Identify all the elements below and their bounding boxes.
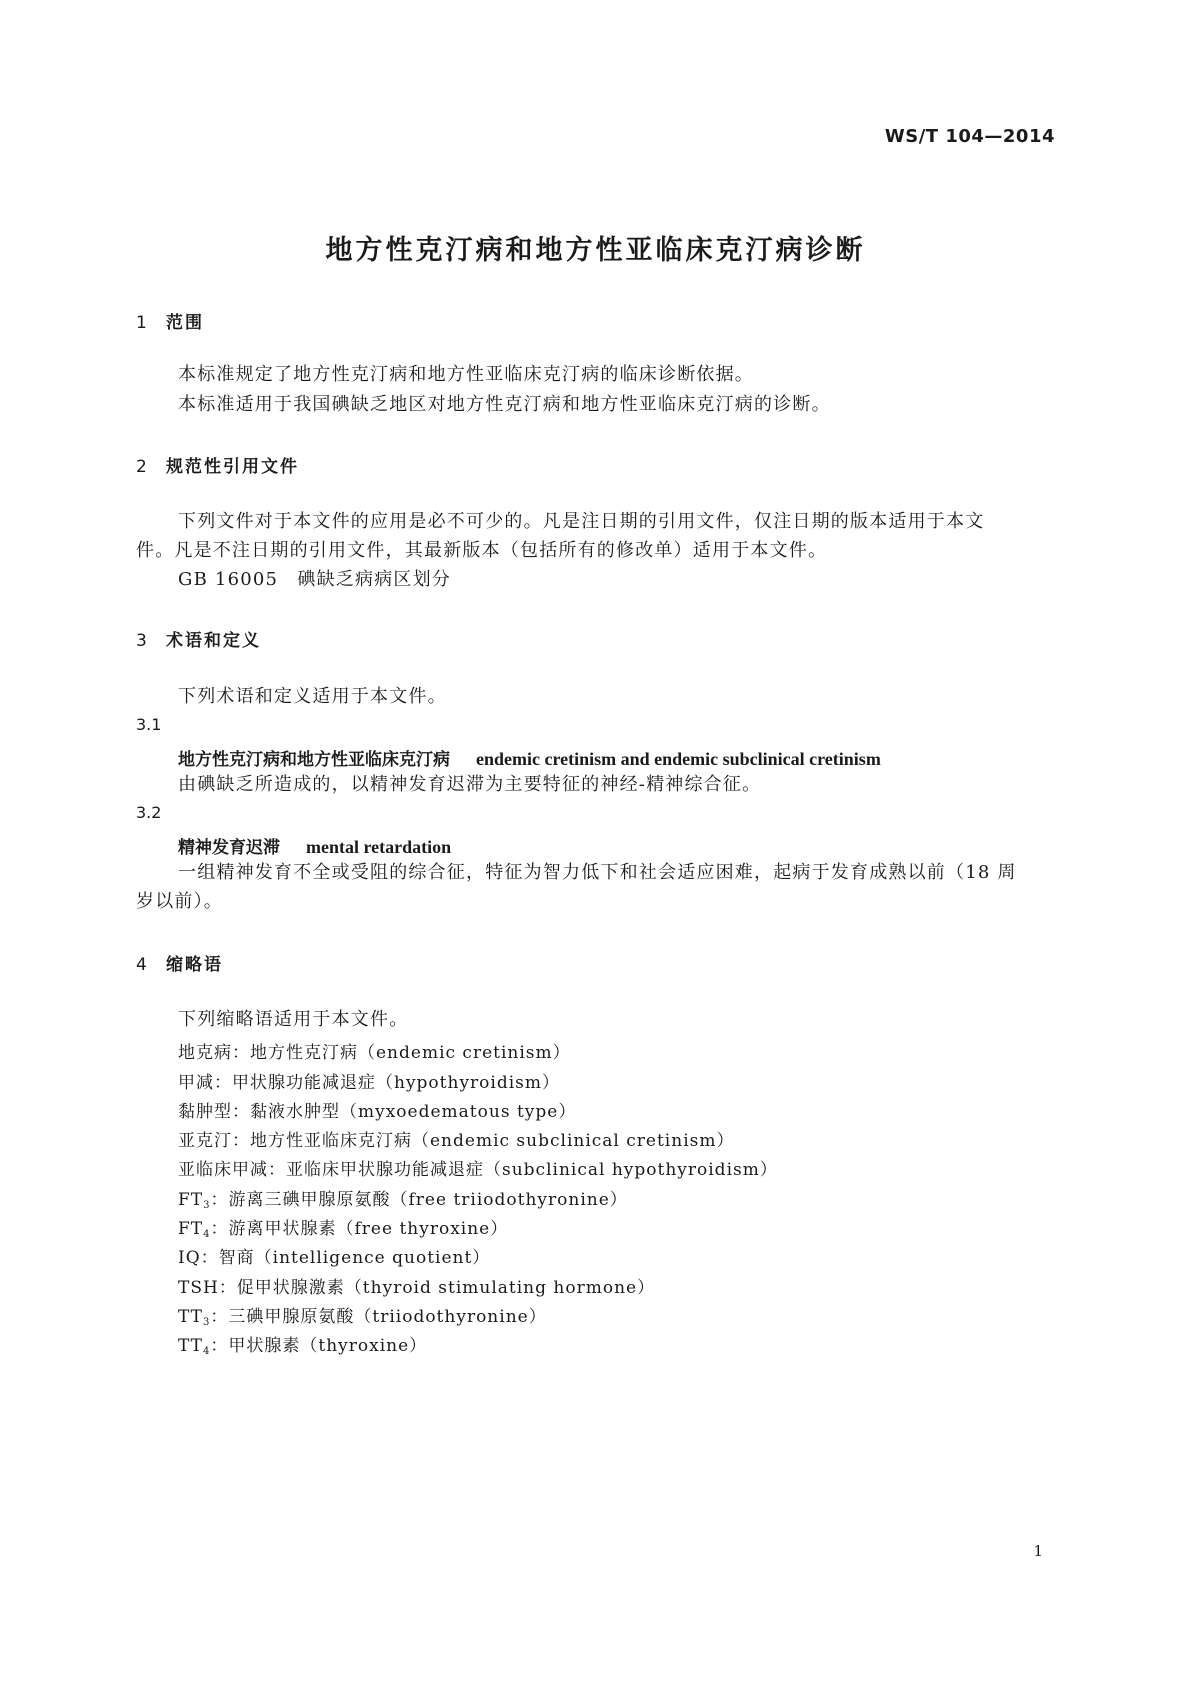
abbreviation-subscript: 4 bbox=[203, 1346, 211, 1357]
paragraph: 下列术语和定义适用于本文件。 bbox=[178, 686, 447, 707]
section-4-heading bbox=[136, 950, 223, 975]
abbreviation: 黏肿型 bbox=[178, 1102, 232, 1122]
normative-reference: GB 16005 碘缺乏病病区划分 bbox=[178, 569, 451, 590]
abbreviation-meaning: ：甲状腺功能减退症（hypothyroidism） bbox=[214, 1073, 561, 1093]
abbreviation-item bbox=[178, 1214, 508, 1240]
paragraph-continuation: 件。凡是不注日期的引用文件，其最新版本（包括所有的修改单）适用于本文件。 bbox=[136, 540, 828, 561]
abbreviation-meaning: ：游离三碘甲腺原氨酸（free triiodothyronine） bbox=[210, 1190, 628, 1210]
section-1-heading bbox=[136, 308, 204, 333]
term-english: mental retardation bbox=[306, 837, 452, 857]
paragraph: 本标准适用于我国碘缺乏地区对地方性克汀病和地方性亚临床克汀病的诊断。 bbox=[178, 394, 831, 415]
abbreviation-meaning: ：甲状腺素（thyroxine） bbox=[210, 1336, 428, 1356]
abbreviation-item bbox=[178, 1038, 571, 1064]
section-number: 2 bbox=[136, 457, 147, 477]
term-english: endemic cretinism and endemic subclinical cretinism bbox=[476, 749, 881, 769]
section-number: 1 bbox=[136, 313, 147, 333]
section-title: 缩略语 bbox=[166, 955, 223, 975]
term-number: 3.1 bbox=[136, 715, 162, 734]
abbreviation-meaning: ：智商（intelligence quotient） bbox=[200, 1248, 491, 1268]
abbreviation: TSH bbox=[178, 1278, 219, 1298]
abbreviation-item bbox=[178, 1243, 490, 1269]
section-title: 术语和定义 bbox=[166, 631, 261, 651]
abbreviation: 亚临床甲减 bbox=[178, 1160, 268, 1180]
section-number: 3 bbox=[136, 631, 147, 651]
abbreviation-item bbox=[178, 1068, 560, 1094]
section-3-heading bbox=[136, 626, 261, 651]
abbreviation-meaning: ：地方性克汀病（endemic cretinism） bbox=[232, 1043, 571, 1063]
abbreviation: FT bbox=[178, 1190, 204, 1210]
term-definition: 一组精神发育不全或受阻的综合征，特征为智力低下和社会适应困难，起病于发育成熟以前（18 周 bbox=[178, 862, 1017, 883]
term-chinese: 地方性克汀病和地方性亚临床克汀病 bbox=[178, 750, 450, 770]
abbreviation-item bbox=[178, 1302, 547, 1328]
abbreviation-meaning: ：亚临床甲状腺功能减退症（subclinical hypothyroidism） bbox=[268, 1160, 778, 1180]
abbreviation-item bbox=[178, 1331, 427, 1357]
abbreviation: TT bbox=[178, 1336, 203, 1356]
abbreviation: IQ bbox=[178, 1248, 201, 1268]
standard-code: WS/T 104—2014 bbox=[884, 126, 1055, 147]
abbreviation-item bbox=[178, 1185, 628, 1211]
term-definition-continuation: 岁以前）。 bbox=[136, 891, 223, 912]
page-number: 1 bbox=[1033, 1542, 1043, 1560]
abbreviation-meaning: ：促甲状腺激素（thyroid stimulating hormone） bbox=[218, 1278, 656, 1298]
abbreviation-item bbox=[178, 1097, 576, 1123]
abbreviation-meaning: ：三碘甲腺原氨酸（triiodothyronine） bbox=[210, 1307, 547, 1327]
section-title: 范围 bbox=[166, 313, 204, 333]
term-number: 3.2 bbox=[136, 803, 162, 822]
abbreviation-subscript: 4 bbox=[203, 1229, 211, 1240]
abbreviation-item bbox=[178, 1155, 778, 1181]
abbreviation-subscript: 3 bbox=[203, 1317, 211, 1328]
abbreviation-subscript: 3 bbox=[203, 1200, 211, 1211]
section-2-heading bbox=[136, 452, 299, 477]
term-chinese: 精神发育迟滞 bbox=[178, 838, 280, 858]
abbreviation-item bbox=[178, 1273, 655, 1299]
term-definition: 由碘缺乏所造成的，以精神发育迟滞为主要特征的神经-精神综合征。 bbox=[178, 774, 762, 795]
abbreviation: TT bbox=[178, 1307, 203, 1327]
abbreviation-item bbox=[178, 1126, 734, 1152]
abbreviation-meaning: ：地方性亚临床克汀病（endemic subclinical cretinism） bbox=[232, 1131, 735, 1151]
term-entry bbox=[178, 745, 881, 770]
abbreviation: FT bbox=[178, 1219, 204, 1239]
paragraph: 本标准规定了地方性克汀病和地方性亚临床克汀病的临床诊断依据。 bbox=[178, 364, 754, 385]
abbreviation-meaning: ：游离甲状腺素（free thyroxine） bbox=[210, 1219, 509, 1239]
abbreviation: 甲减 bbox=[178, 1073, 214, 1093]
paragraph: 下列文件对于本文件的应用是必不可少的。凡是注日期的引用文件，仅注日期的版本适用于本文 bbox=[178, 511, 985, 532]
document-title: 地方性克汀病和地方性亚临床克汀病诊断 bbox=[325, 235, 866, 266]
abbreviation-meaning: ：黏液水肿型（myxoedematous type） bbox=[232, 1102, 577, 1122]
paragraph: 下列缩略语适用于本文件。 bbox=[178, 1009, 409, 1030]
abbreviation: 地克病 bbox=[178, 1043, 232, 1063]
abbreviation: 亚克汀 bbox=[178, 1131, 232, 1151]
section-title: 规范性引用文件 bbox=[166, 457, 299, 477]
section-number: 4 bbox=[136, 955, 147, 975]
term-entry bbox=[178, 833, 451, 858]
